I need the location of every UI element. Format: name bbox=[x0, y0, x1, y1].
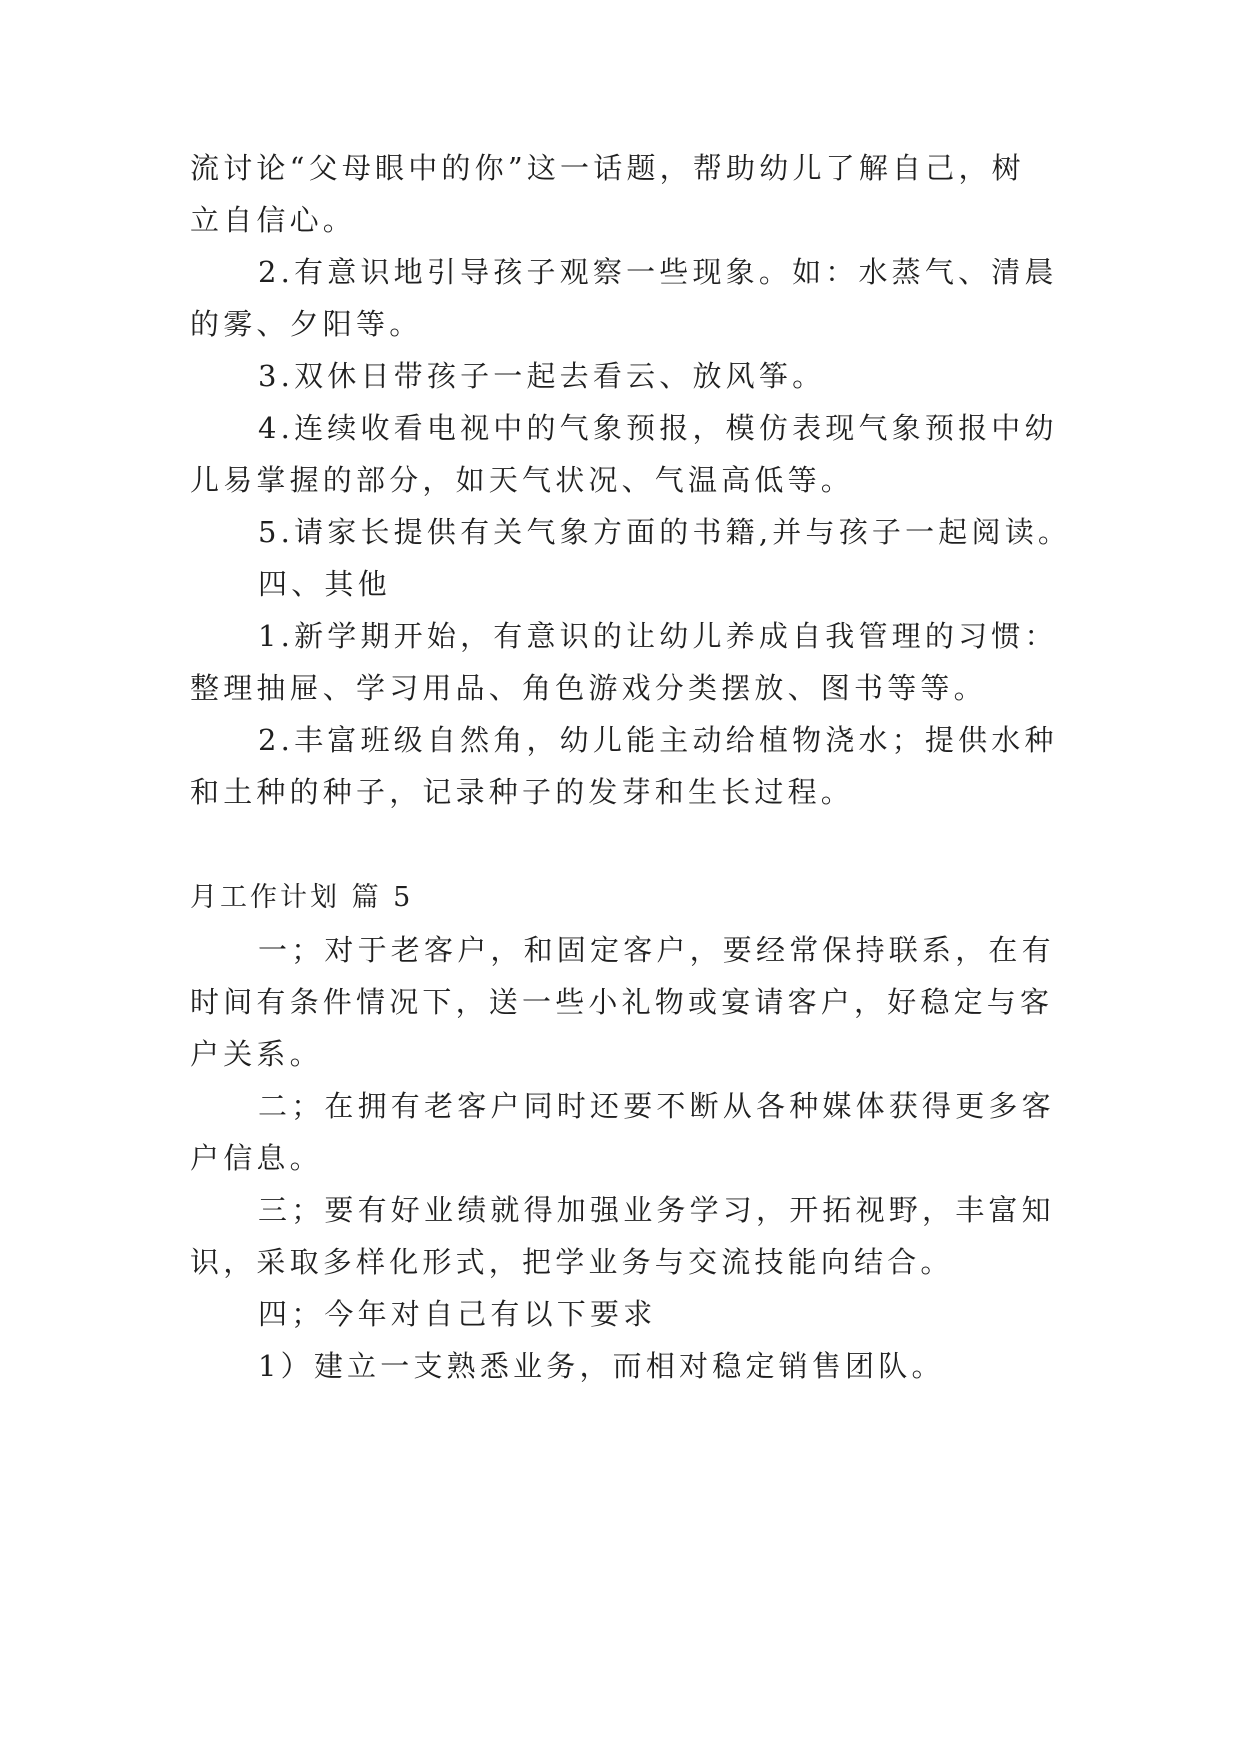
paragraph-line: 1.新学期开始，有意识的让幼儿养成自我管理的习惯： bbox=[258, 619, 1058, 653]
paragraph-line: 和土种的种子，记录种子的发芽和生长过程。 bbox=[190, 775, 855, 809]
paragraph-line: 儿易掌握的部分，如天气状况、气温高低等。 bbox=[190, 463, 855, 497]
paragraph-line: 1）建立一支熟悉业务，而相对稳定销售团队。 bbox=[258, 1349, 945, 1383]
paragraph-line: 一；对于老客户，和固定客户，要经常保持联系，在有 bbox=[258, 933, 1055, 967]
paragraph-line: 5.请家长提供有关气象方面的书籍,并与孩子一起阅读。 bbox=[258, 515, 1072, 549]
paragraph-line: 二；在拥有老客户同时还要不断从各种媒体获得更多客 bbox=[258, 1089, 1055, 1123]
paragraph-line: 2.有意识地引导孩子观察一些现象。如：水蒸气、清晨 bbox=[258, 255, 1058, 289]
paragraph-line: 户信息。 bbox=[190, 1141, 323, 1175]
paragraph-line: 2.丰富班级自然角，幼儿能主动给植物浇水；提供水种 bbox=[258, 723, 1058, 757]
paragraph-line: 立自信心。 bbox=[190, 203, 357, 237]
paragraph-line: 流讨论“父母眼中的你”这一话题，帮助幼儿了解自己，树 bbox=[190, 151, 1025, 185]
article-title: 月工作计划 篇 5 bbox=[190, 882, 414, 913]
paragraph-line: 3.双休日带孩子一起去看云、放风筝。 bbox=[258, 359, 826, 393]
paragraph-line: 户关系。 bbox=[190, 1037, 323, 1071]
paragraph-line: 三；要有好业绩就得加强业务学习，开拓视野，丰富知 bbox=[258, 1193, 1055, 1227]
paragraph-line: 整理抽屉、学习用品、角色游戏分类摆放、图书等等。 bbox=[190, 671, 987, 705]
paragraph-line: 4.连续收看电视中的气象预报，模仿表现气象预报中幼 bbox=[258, 411, 1058, 445]
paragraph-line: 识，采取多样化形式，把学业务与交流技能向结合。 bbox=[190, 1245, 954, 1279]
paragraph-line: 四；今年对自己有以下要求 bbox=[258, 1297, 657, 1331]
paragraph-line: 的雾、夕阳等。 bbox=[190, 307, 423, 341]
section-heading: 四、其他 bbox=[258, 567, 391, 601]
paragraph-line: 时间有条件情况下，送一些小礼物或宴请客户，好稳定与客 bbox=[190, 985, 1054, 1019]
